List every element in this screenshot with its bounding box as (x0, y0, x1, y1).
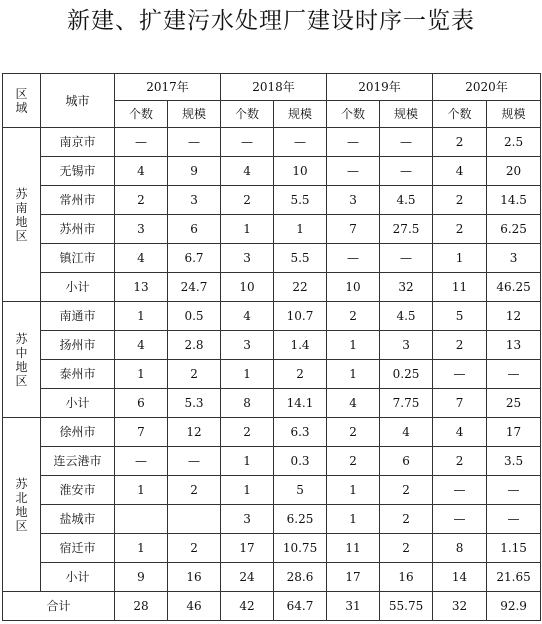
scale-cell: 22 (274, 273, 327, 302)
count-cell: 1 (115, 302, 168, 331)
count-cell: 3 (221, 505, 274, 534)
table-row (3, 128, 541, 157)
count-cell: 4 (115, 331, 168, 360)
count-cell: — (327, 157, 380, 186)
city-cell: 南通市 (41, 302, 115, 331)
region-header-char: 区 (15, 86, 28, 101)
count-cell: 1 (327, 476, 380, 505)
count-cell: — (433, 476, 487, 505)
scale-cell: 3 (487, 244, 541, 273)
count-cell: 1 (327, 331, 380, 360)
count-cell: 2 (327, 447, 380, 476)
count-cell: 2 (433, 215, 487, 244)
scale-header: 规模 (274, 101, 327, 128)
count-header: 个数 (221, 101, 274, 128)
region-char: 区 (15, 373, 28, 388)
count-cell: 1 (115, 534, 168, 563)
table-row (3, 360, 541, 389)
total-row (3, 592, 541, 621)
scale-cell: 17 (487, 418, 541, 447)
count-cell: 2 (221, 186, 274, 215)
scale-cell: 6.7 (168, 244, 221, 273)
scale-cell: 2.8 (168, 331, 221, 360)
scale-cell: — (487, 505, 541, 534)
count-cell: — (115, 128, 168, 157)
total-scale-cell: 55.75 (380, 592, 433, 621)
city-cell: 小计 (41, 273, 115, 302)
scale-cell: 20 (487, 157, 541, 186)
count-cell: 7 (327, 215, 380, 244)
scale-cell: 28.6 (274, 563, 327, 592)
count-cell: 1 (221, 215, 274, 244)
count-cell: 1 (115, 476, 168, 505)
table-row (3, 447, 541, 476)
count-header: 个数 (327, 101, 380, 128)
region-char: 地 (15, 504, 28, 519)
scale-cell: 10.7 (274, 302, 327, 331)
scale-cell: 1 (274, 215, 327, 244)
scale-cell: — (380, 157, 433, 186)
city-cell: 泰州市 (41, 360, 115, 389)
construction-schedule-table (2, 73, 541, 621)
city-cell: 无锡市 (41, 157, 115, 186)
region-char: 南 (15, 200, 28, 215)
scale-cell: 6 (168, 215, 221, 244)
scale-cell: 4.5 (380, 302, 433, 331)
scale-cell: 2 (168, 360, 221, 389)
count-cell: 4 (327, 389, 380, 418)
scale-cell: 0.25 (380, 360, 433, 389)
count-cell: 2 (221, 418, 274, 447)
count-cell: 2 (115, 186, 168, 215)
scale-cell: 1.4 (274, 331, 327, 360)
city-cell: 徐州市 (41, 418, 115, 447)
scale-cell: 5.3 (168, 389, 221, 418)
table-row (3, 244, 541, 273)
city-cell: 苏州市 (41, 215, 115, 244)
scale-cell: 16 (168, 563, 221, 592)
count-cell: 1 (221, 360, 274, 389)
count-cell: 2 (327, 302, 380, 331)
count-cell: 10 (221, 273, 274, 302)
region-cell (3, 418, 41, 592)
total-scale-cell: 46 (168, 592, 221, 621)
count-cell: 7 (433, 389, 487, 418)
count-cell: — (327, 128, 380, 157)
scale-cell: 10 (274, 157, 327, 186)
year-header-2018: 2018年 (221, 74, 327, 101)
total-scale-cell: 64.7 (274, 592, 327, 621)
count-cell: 3 (327, 186, 380, 215)
scale-cell: 2 (380, 476, 433, 505)
scale-cell: 3 (380, 331, 433, 360)
scale-cell (168, 505, 221, 534)
city-header: 城市 (41, 74, 115, 128)
count-cell: 3 (115, 215, 168, 244)
region-cell (3, 128, 41, 302)
scale-cell: 6 (380, 447, 433, 476)
scale-cell: 0.3 (274, 447, 327, 476)
count-cell: 2 (433, 331, 487, 360)
scale-cell: 10.75 (274, 534, 327, 563)
region-char: 地 (15, 214, 28, 229)
scale-cell: 46.25 (487, 273, 541, 302)
city-cell: 宿迁市 (41, 534, 115, 563)
total-count-cell: 28 (115, 592, 168, 621)
count-cell: 17 (327, 563, 380, 592)
scale-cell: 9 (168, 157, 221, 186)
scale-cell: 25 (487, 389, 541, 418)
count-cell: 2 (433, 186, 487, 215)
scale-cell: 3 (168, 186, 221, 215)
year-header-2019: 2019年 (327, 74, 433, 101)
total-count-cell: 42 (221, 592, 274, 621)
scale-cell: 3.5 (487, 447, 541, 476)
scale-cell: — (380, 128, 433, 157)
table-row (3, 186, 541, 215)
scale-cell: 6.25 (487, 215, 541, 244)
region-char: 区 (15, 228, 28, 243)
scale-cell: 14.5 (487, 186, 541, 215)
count-header: 个数 (115, 101, 168, 128)
count-cell: 11 (327, 534, 380, 563)
scale-cell: — (168, 447, 221, 476)
scale-cell: 14.1 (274, 389, 327, 418)
table-row (3, 302, 541, 331)
count-cell: 1 (115, 360, 168, 389)
total-scale-cell: 92.9 (487, 592, 541, 621)
scale-cell: — (274, 128, 327, 157)
scale-cell: 0.5 (168, 302, 221, 331)
count-cell: 8 (221, 389, 274, 418)
count-cell: — (433, 505, 487, 534)
count-cell: 1 (221, 476, 274, 505)
subtotal-row (3, 563, 541, 592)
region-char: 区 (15, 518, 28, 533)
year-header-2017: 2017年 (115, 74, 221, 101)
scale-cell: 12 (487, 302, 541, 331)
count-cell: 2 (433, 447, 487, 476)
scale-cell: 5 (274, 476, 327, 505)
scale-cell: 13 (487, 331, 541, 360)
count-cell: 3 (221, 331, 274, 360)
table-row (3, 534, 541, 563)
scale-cell: 12 (168, 418, 221, 447)
count-cell: 4 (221, 302, 274, 331)
count-cell: 24 (221, 563, 274, 592)
table-row (3, 331, 541, 360)
scale-cell: 2 (380, 534, 433, 563)
count-cell: 10 (327, 273, 380, 302)
count-cell: 8 (433, 534, 487, 563)
region-char: 地 (15, 359, 28, 374)
region-char: 中 (15, 345, 28, 360)
count-cell: 5 (433, 302, 487, 331)
scale-cell: 6.3 (274, 418, 327, 447)
table-row (3, 505, 541, 534)
count-cell: 7 (115, 418, 168, 447)
region-char: 苏 (15, 186, 28, 201)
total-count-cell: 32 (433, 592, 487, 621)
count-header: 个数 (433, 101, 487, 128)
city-cell: 南京市 (41, 128, 115, 157)
count-cell: 13 (115, 273, 168, 302)
count-cell: 4 (433, 418, 487, 447)
count-cell: 2 (433, 128, 487, 157)
count-cell: 17 (221, 534, 274, 563)
count-cell: 1 (327, 505, 380, 534)
scale-cell: 2.5 (487, 128, 541, 157)
scale-header: 规模 (168, 101, 221, 128)
count-cell: 1 (221, 447, 274, 476)
count-cell: — (115, 447, 168, 476)
total-count-cell: 31 (327, 592, 380, 621)
region-char: 北 (15, 490, 28, 505)
scale-cell: 2 (380, 505, 433, 534)
count-cell: 1 (327, 360, 380, 389)
table-row (3, 476, 541, 505)
count-cell: — (221, 128, 274, 157)
count-cell: 11 (433, 273, 487, 302)
count-cell: 2 (327, 418, 380, 447)
scale-header: 规模 (380, 101, 433, 128)
scale-cell: 2 (168, 476, 221, 505)
scale-cell: 1.15 (487, 534, 541, 563)
header-row-years (3, 74, 541, 101)
city-cell: 扬州市 (41, 331, 115, 360)
region-char: 苏 (15, 331, 28, 346)
scale-cell: — (168, 128, 221, 157)
scale-header: 规模 (487, 101, 541, 128)
count-cell: 4 (433, 157, 487, 186)
scale-cell: 32 (380, 273, 433, 302)
table-row (3, 157, 541, 186)
scale-cell: 5.5 (274, 244, 327, 273)
year-header-2020: 2020年 (433, 74, 541, 101)
count-cell (115, 505, 168, 534)
scale-cell: 24.7 (168, 273, 221, 302)
city-cell: 镇江市 (41, 244, 115, 273)
scale-cell: 4 (380, 418, 433, 447)
count-cell: 1 (433, 244, 487, 273)
city-cell: 小计 (41, 389, 115, 418)
scale-cell: 6.25 (274, 505, 327, 534)
city-cell: 盐城市 (41, 505, 115, 534)
scale-cell: 5.5 (274, 186, 327, 215)
scale-cell: 4.5 (380, 186, 433, 215)
scale-cell: — (380, 244, 433, 273)
count-cell: 9 (115, 563, 168, 592)
count-cell: — (327, 244, 380, 273)
region-header (3, 74, 41, 128)
count-cell: 4 (115, 157, 168, 186)
count-cell: 4 (221, 157, 274, 186)
scale-cell: 2 (168, 534, 221, 563)
city-cell: 小计 (41, 563, 115, 592)
city-cell: 连云港市 (41, 447, 115, 476)
page-title: 新建、扩建污水处理厂建设时序一览表 (67, 8, 475, 34)
count-cell: 14 (433, 563, 487, 592)
table-body (3, 74, 541, 621)
scale-cell: 21.65 (487, 563, 541, 592)
table-row (3, 215, 541, 244)
city-cell: 淮安市 (41, 476, 115, 505)
city-cell: 常州市 (41, 186, 115, 215)
region-char: 苏 (15, 476, 28, 491)
count-cell: 6 (115, 389, 168, 418)
region-header-char: 域 (15, 100, 28, 115)
scale-cell: 16 (380, 563, 433, 592)
scale-cell: — (487, 360, 541, 389)
scale-cell: — (487, 476, 541, 505)
scale-cell: 7.75 (380, 389, 433, 418)
count-cell: 4 (115, 244, 168, 273)
scale-cell: 2 (274, 360, 327, 389)
subtotal-row (3, 273, 541, 302)
scale-cell: 27.5 (380, 215, 433, 244)
count-cell: 3 (221, 244, 274, 273)
subtotal-row (3, 389, 541, 418)
table-row (3, 418, 541, 447)
count-cell: — (433, 360, 487, 389)
region-cell (3, 302, 41, 418)
total-label: 合计 (3, 592, 115, 621)
